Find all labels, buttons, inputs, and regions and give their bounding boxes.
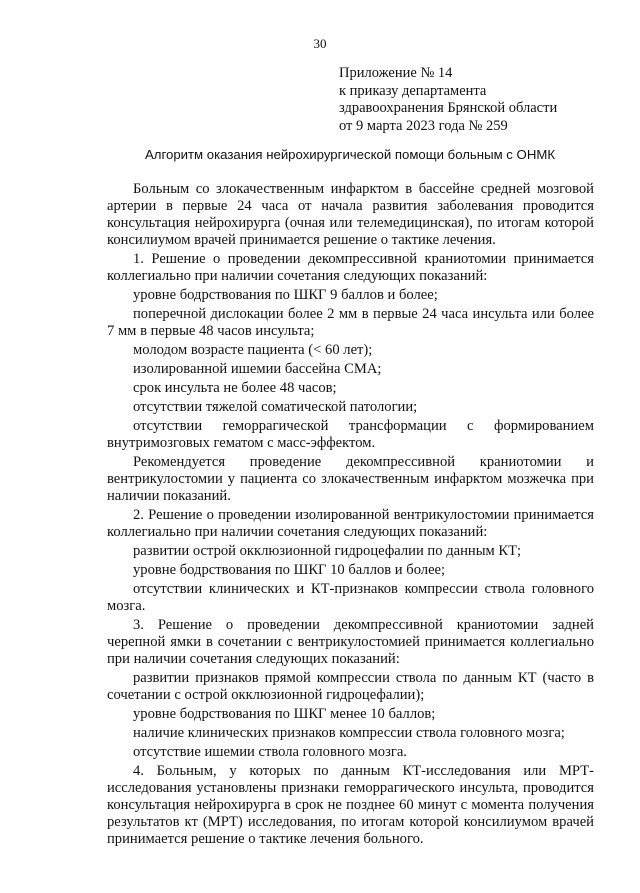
section-2-heading: 2. Решение о проведении изолированной вентрикулостомии принимается коллегиально при наличии сочетания следующих показаний: bbox=[107, 507, 594, 540]
recommendation-paragraph: Рекомендуется проведение декомпрессивной краниотомии и вентрикулостомии у пациента со злокачественным инфарктом мозжечка при наличии показаний. bbox=[107, 454, 594, 504]
section-1-item: уровне бодрствования по ШКГ 9 баллов и более; bbox=[133, 287, 438, 303]
section-1-heading: 1. Решение о проведении декомпрессивной краниотомии принимается коллегиально при наличии сочетания следующих показаний: bbox=[107, 251, 594, 284]
appendix-line: к приказу департамента bbox=[339, 82, 487, 99]
section-3-item: развитии признаков прямой компрессии ствола по данным КТ (часто в сочетании с острой окклюзионной гидроцефалии); bbox=[107, 670, 594, 703]
document-body bbox=[107, 181, 594, 850]
intro-paragraph: Больным со злокачественным инфарктом в бассейне средней мозговой артерии в первые 24 часа от начала развития заболевания проводится консультация нейрохирурга (очная или телемедицинская), по итогам которой консилиумом врачей принимается решение о тактике лечения. bbox=[107, 181, 594, 248]
section-2-item: отсутствии клинических и КТ-признаков компрессии ствола головного мозга. bbox=[107, 581, 594, 614]
appendix-line: от 9 марта 2023 года № 259 bbox=[339, 117, 508, 134]
appendix-line: Приложение № 14 bbox=[339, 65, 453, 81]
appendix-line: здравоохранения Брянской области bbox=[339, 100, 558, 116]
section-3-heading: 3. Решение о проведении декомпрессивной краниотомии задней черепной ямки в сочетании с вентрикулостомией принимается коллегиально при наличии сочетания следующих показаний: bbox=[107, 617, 594, 667]
section-2-item: уровне бодрствования по ШКГ 10 баллов и более; bbox=[133, 562, 446, 578]
section-1-item: молодом возрасте пациента (< 60 лет); bbox=[133, 342, 373, 358]
section-3-item: отсутствие ишемии ствола головного мозга. bbox=[133, 744, 407, 760]
section-1-item: срок инсульта не более 48 часов; bbox=[133, 380, 337, 396]
section-1-item: изолированной ишемии бассейна СМА; bbox=[133, 361, 382, 377]
document-title: Алгоритм оказания нейрохирургической помощи больным с ОНМК bbox=[144, 147, 556, 162]
section-1-item: отсутствии тяжелой соматической патологии; bbox=[133, 399, 418, 415]
section-4-paragraph: 4. Больным, у которых по данным КТ-исследования или МРТ-исследования установлены признаки геморрагического инсульта, проводится консультация нейрохирурга в срок не позднее 60 минут с момента получения результатов кт (МРТ) исследования, по итогам которой консилиумом врачей принимается решение о тактике лечения больного. bbox=[107, 763, 594, 847]
page-number: 30 bbox=[313, 36, 327, 51]
section-3-item: наличие клинических признаков компрессии ствола головного мозга; bbox=[133, 725, 565, 741]
section-2-item: развитии острой окклюзионной гидроцефалии по данным КТ; bbox=[133, 543, 522, 559]
section-1-item: поперечной дислокации более 2 мм в первые 24 часа инсульта или более 7 мм в первые 48 часов инсульта; bbox=[107, 306, 594, 339]
section-1-item: отсутствии геморрагической трансформации с формированием внутримозговых гематом с масс-эффектом. bbox=[107, 418, 594, 451]
appendix-header bbox=[339, 65, 619, 135]
section-3-item: уровне бодрствования по ШКГ менее 10 баллов; bbox=[133, 706, 436, 722]
